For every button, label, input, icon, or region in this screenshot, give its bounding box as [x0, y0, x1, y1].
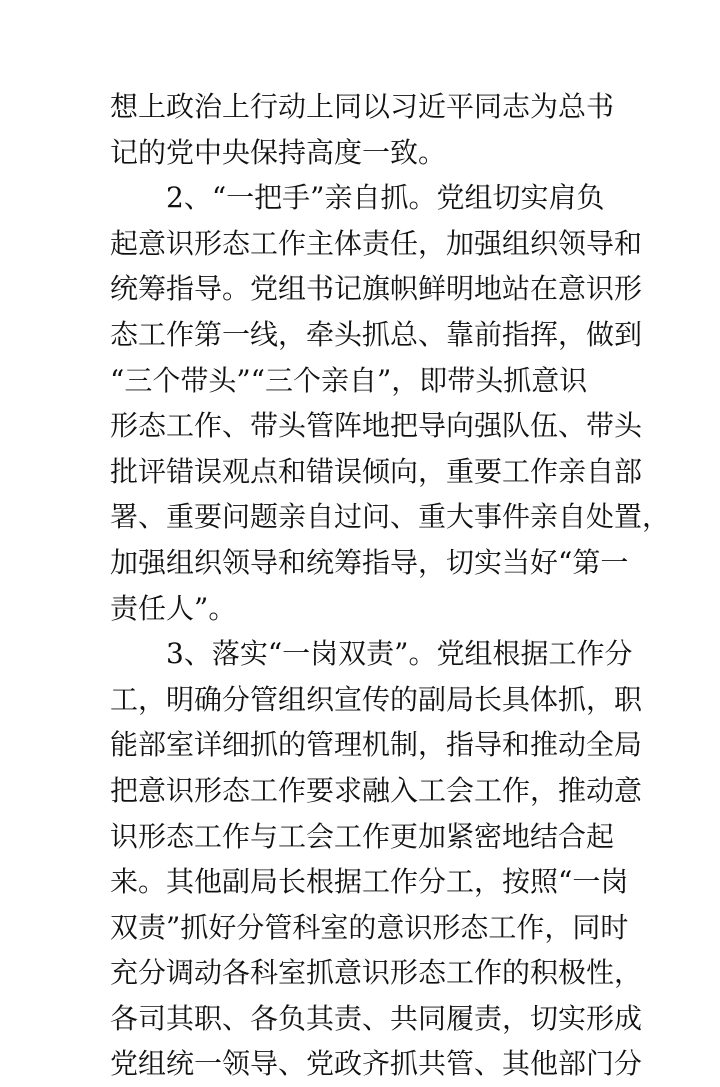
text-line: 充分调动各科室抓意识形态工作的积极性，	[110, 956, 643, 990]
text-line: 统筹指导。党组书记旗帜鲜明地站在意识形	[110, 272, 643, 306]
text-line: 能部室详细抓的管理机制，指导和推动全局	[110, 728, 643, 762]
text-line: “三个带头”“三个亲自”，即带头抓意识	[110, 363, 588, 397]
text-line: 记的党中央保持高度一致。	[110, 135, 447, 169]
text-line: 署、重要问题亲自过问、重大事件亲自处置，	[110, 500, 671, 534]
text-line: 2、“一把手”亲自抓。党组切实肩负	[110, 181, 605, 215]
text-line: 各司其职、各负其责、共同履责，切实形成	[110, 1001, 643, 1035]
text-line: 起意识形态工作主体责任，加强组织领导和	[110, 226, 643, 260]
text-line: 识形态工作与工会工作更加紧密地结合起	[110, 819, 615, 853]
text-line: 形态工作、带头管阵地把导向强队伍、带头	[110, 409, 643, 443]
text-line: 责任人”。	[110, 591, 237, 625]
body-text	[110, 84, 671, 1087]
text-line: 加强组织领导和统筹指导，切实当好“第一	[110, 545, 629, 579]
text-line: 工，明确分管组织宣传的副局长具体抓，职	[110, 682, 643, 716]
text-line: 把意识形态工作要求融入工会工作，推动意	[110, 773, 643, 807]
text-line: 态工作第一线，牵头抓总、靠前指挥，做到	[110, 317, 643, 351]
text-line: 来。其他副局长根据工作分工，按照“一岗	[110, 865, 629, 899]
text-line: 想上政治上行动上同以习近平同志为总书	[110, 90, 615, 123]
text-line: 3、落实“一岗双责”。党组根据工作分	[110, 637, 633, 671]
text-line: 党组统一领导、党政齐抓共管、其他部门分	[110, 1047, 643, 1081]
text-line: 双责”抓好分管科室的意识形态工作，同时	[110, 910, 629, 944]
text-line: 批评错误观点和错误倾向，重要工作亲自部	[110, 454, 643, 488]
